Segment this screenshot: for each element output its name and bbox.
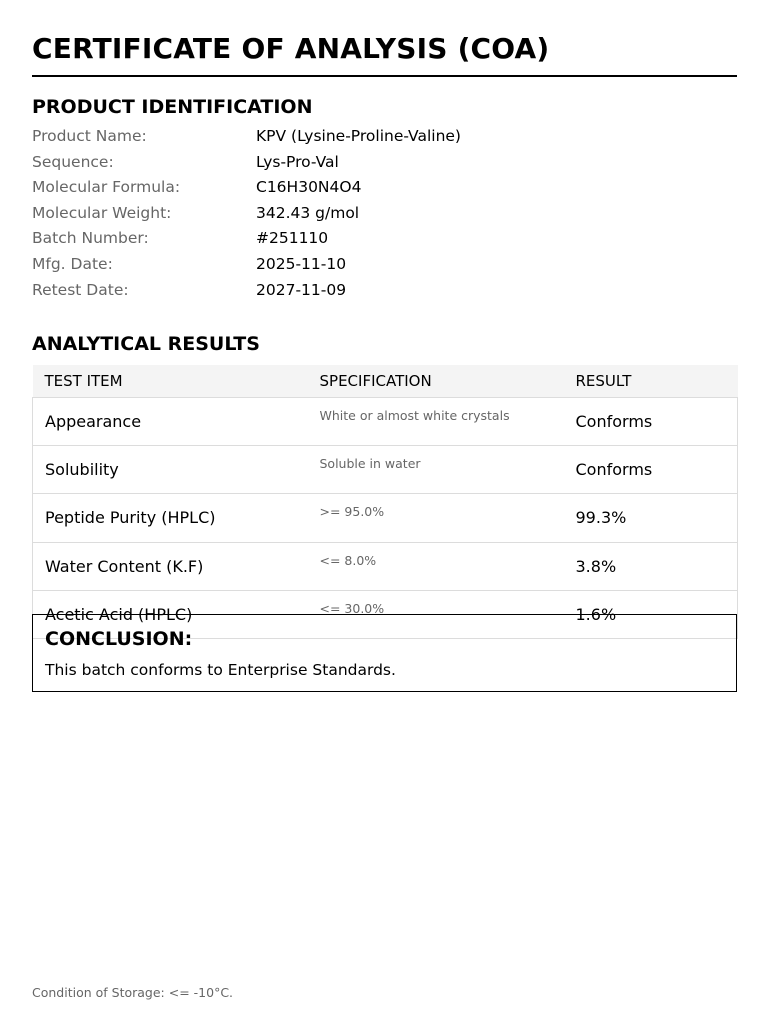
table-row (33, 542, 738, 590)
column-header-specification: SPECIFICATION (308, 365, 564, 398)
table-row (33, 494, 738, 542)
result-cell: 3.8% (564, 542, 738, 590)
id-row-retest-date (32, 281, 737, 307)
result-cell: Conforms (564, 446, 738, 494)
test-item-cell: Acetic Acid (HPLC) (33, 590, 308, 638)
field-value: #251110 (256, 229, 329, 248)
id-row-batch-number (32, 229, 737, 255)
specification-cell: Soluble in water (308, 446, 564, 494)
result-cell: Conforms (564, 398, 738, 446)
field-value: 342.43 g/mol (256, 203, 360, 222)
field-label: Molecular Formula: (32, 178, 181, 197)
field-label: Product Name: (32, 127, 147, 145)
product-identification-heading: PRODUCT IDENTIFICATION (32, 96, 313, 118)
id-row-mfg-date (32, 255, 737, 281)
document-title: CERTIFICATE OF ANALYSIS (COA) (32, 32, 550, 65)
field-label: Batch Number: (32, 229, 149, 248)
column-header-result: RESULT (564, 365, 738, 398)
field-label: Sequence: (32, 152, 114, 171)
column-header-test-item: TEST ITEM (33, 365, 308, 398)
specification-cell: <= 30.0% (308, 590, 564, 638)
title-divider (32, 75, 737, 77)
analytical-results-table (32, 365, 738, 639)
table-row (33, 446, 738, 494)
test-item-cell: Peptide Purity (HPLC) (33, 494, 308, 542)
result-cell: 1.6% (564, 590, 738, 638)
conclusion-box (32, 614, 737, 692)
specification-cell: White or almost white crystals (308, 398, 564, 446)
id-row-product-name (32, 127, 737, 153)
id-row-molecular-weight (32, 204, 737, 230)
id-row-sequence (32, 153, 737, 179)
test-item-cell: Solubility (33, 446, 308, 494)
field-label: Molecular Weight: (32, 203, 172, 222)
field-label: Mfg. Date: (32, 254, 113, 273)
table-row (33, 398, 738, 446)
specification-cell: >= 95.0% (308, 494, 564, 542)
conclusion-text: This batch conforms to Enterprise Standards. (45, 661, 396, 679)
field-value: Lys-Pro-Val (256, 152, 339, 171)
specification-cell: <= 8.0% (308, 542, 564, 590)
result-cell: 99.3% (564, 494, 738, 542)
test-item-cell: Water Content (K.F) (33, 542, 308, 590)
product-identification-list (32, 127, 737, 306)
conclusion-heading: CONCLUSION: (45, 628, 193, 650)
field-value: C16H30N4O4 (256, 178, 362, 197)
table-header-row (33, 365, 738, 398)
field-value: 2027-11-09 (256, 280, 347, 299)
field-label: Retest Date: (32, 280, 129, 299)
test-item-cell: Appearance (33, 398, 308, 446)
id-row-molecular-formula (32, 178, 737, 204)
analytical-results-heading: ANALYTICAL RESULTS (32, 333, 260, 355)
field-value: 2025-11-10 (256, 254, 347, 273)
storage-condition-note: Condition of Storage: <= -10°C. (32, 985, 234, 1000)
field-value: KPV (Lysine-Proline-Valine) (256, 127, 461, 145)
